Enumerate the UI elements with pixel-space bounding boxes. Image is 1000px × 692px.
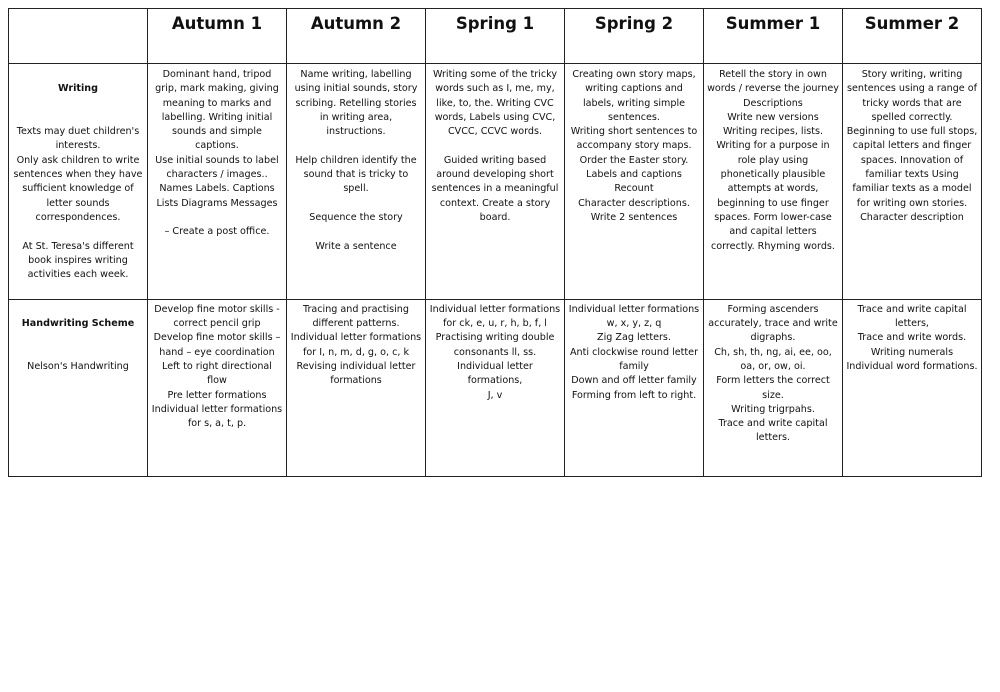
handwriting-spring-2-cell: Individual letter formations w, x, y, z, q Zig Zag letters. Anti clockwise round letter family Down and off letter family Forming from left to right.: [565, 299, 704, 476]
handwriting-autumn-1-cell: Develop fine motor skills - correct pencil grip Develop fine motor skills – hand – eye coordination Left to right directional flow Pre letter formations Individual letter formations for s, a, t, p.: [148, 299, 287, 476]
column-header-summer-1: Summer 1: [704, 9, 843, 64]
curriculum-table: [8, 8, 982, 477]
row-description: Nelson's Handwriting: [27, 360, 129, 372]
row-title: Writing: [57, 83, 98, 95]
table-row-writing: [9, 64, 982, 300]
writing-summer-2-cell: Story writing, writing sentences using a range of tricky words that are spelled correctly. Beginning to use full stops, capital letters and finger spaces. Innovation of familiar texts Using familiar texts as a model for writing own stories. Character description: [843, 64, 982, 300]
column-header-spring-1: Spring 1: [426, 9, 565, 64]
column-header-summer-2: Summer 2: [843, 9, 982, 64]
handwriting-summer-1-cell: Forming ascenders accurately, trace and write digraphs. Ch, sh, th, ng, ai, ee, oo, oa, or, ow, oi. Form letters the correct size. Writing trigrpahs. Trace and write capital letters.: [704, 299, 843, 476]
table-row-handwriting: [9, 299, 982, 476]
row-description: Texts may duet children's interests. Only ask children to write sentences when they have sufficient knowledge of letter sounds correspondences. At St. Teresa's different book inspires writing activities each week.: [13, 126, 143, 281]
writing-summer-1-cell: Retell the story in own words / reverse the journey Descriptions Write new versions Writing recipes, lists. Writing for a purpose in role play using phonetically plausible attempts at words, beginning to use finger spaces. Form lower-case and capital letters correctly. Rhyming words.: [704, 64, 843, 300]
row-title: Handwriting Scheme: [21, 318, 135, 330]
writing-spring-1-cell: Writing some of the tricky words such as I, me, my, like, to, the. Writing CVC words, Labels using CVC, CVCC, CCVC words. Guided writing based around developing short sentences in a meaningful context. Create a story board.: [426, 64, 565, 300]
handwriting-summer-2-cell: Trace and write capital letters, Trace and write words. Writing numerals Individual word formations.: [843, 299, 982, 476]
corner-cell: [9, 9, 148, 64]
row-header-writing: [9, 64, 148, 300]
header-row: [9, 9, 982, 64]
column-header-spring-2: Spring 2: [565, 9, 704, 64]
column-header-autumn-1: Autumn 1: [148, 9, 287, 64]
row-header-handwriting: [9, 299, 148, 476]
handwriting-autumn-2-cell: Tracing and practising different patterns. Individual letter formations for I, n, m, d, g, o, c, k Revising individual letter formations: [287, 299, 426, 476]
writing-autumn-1-cell: Dominant hand, tripod grip, mark making, giving meaning to marks and labelling. Writing initial sounds and simple captions. Use initial sounds to label characters / images.. Names Labels. Captions Lists Diagrams Messages – Create a post office.: [148, 64, 287, 300]
handwriting-spring-1-cell: Individual letter formations for ck, e, u, r, h, b, f, l Practising writing double consonants ll, ss. Individual letter formations, J, v: [426, 299, 565, 476]
column-header-autumn-2: Autumn 2: [287, 9, 426, 64]
writing-spring-2-cell: Creating own story maps, writing captions and labels, writing simple sentences. Writing short sentences to accompany story maps. Order the Easter story. Labels and captions Recount Character descriptions. Write 2 sentences: [565, 64, 704, 300]
writing-autumn-2-cell: Name writing, labelling using initial sounds, story scribing. Retelling stories in writing area, instructions. Help children identify the sound that is tricky to spell. Sequence the story Write a sentence: [287, 64, 426, 300]
